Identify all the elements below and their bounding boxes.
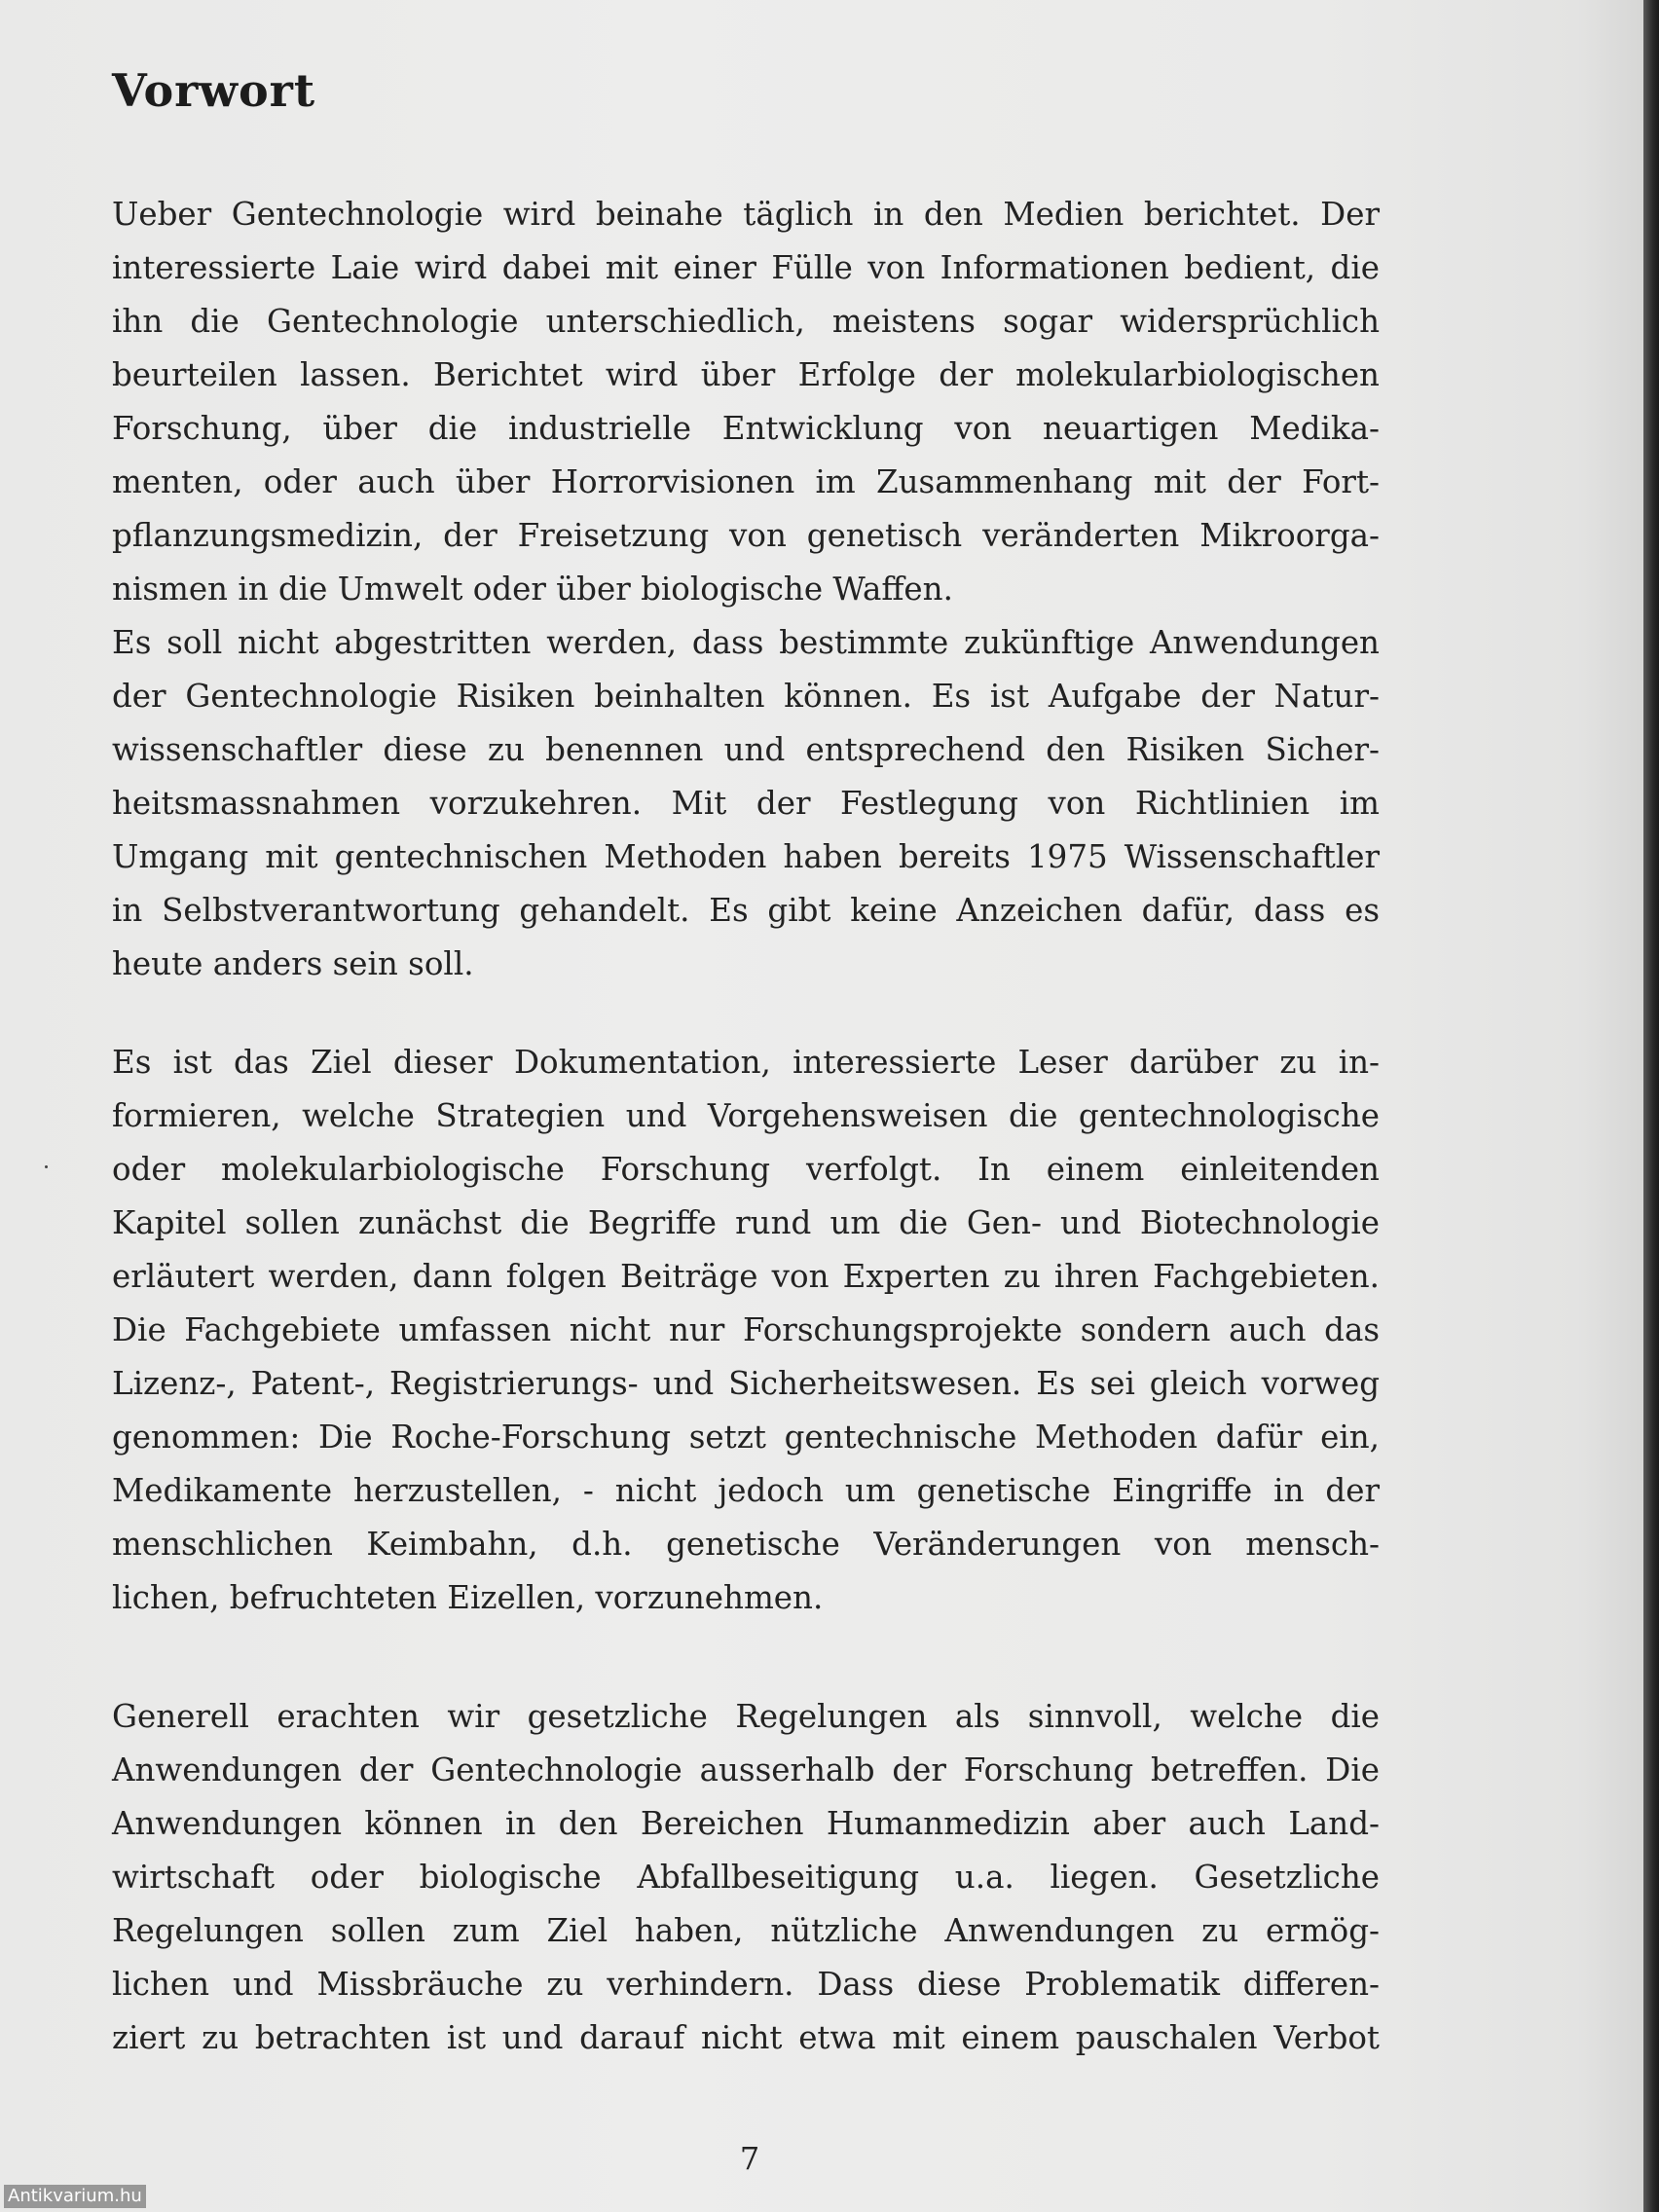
page-title: Vorwort [112, 64, 316, 117]
text-line: Anwendungen können in den Bereichen Humanmedizin aber auch Land- [112, 1805, 1380, 1842]
text-line: Es ist das Ziel dieser Dokumentation, interessierte Leser darüber zu in- [112, 1044, 1380, 1081]
text-line: erläutert werden, dann folgen Beiträge von Experten zu ihren Fachgebieten. [112, 1258, 1380, 1295]
text-line: lichen, befruchteten Eizellen, vorzunehmen. [112, 1579, 824, 1616]
text-line: Lizenz-, Patent-, Registrierungs- und Sicherheitswesen. Es sei gleich vorweg [112, 1365, 1380, 1402]
text-line: oder molekularbiologische Forschung verfolgt. In einem einleitenden [112, 1151, 1380, 1188]
text-line: Umgang mit gentechnischen Methoden haben bereits 1975 Wissenschaftler [112, 838, 1380, 875]
text-line: lichen und Missbräuche zu verhindern. Dass diese Problematik differen- [112, 1966, 1380, 2003]
paragraph-2 [112, 1036, 1380, 1625]
text-line: Medikamente herzustellen, - nicht jedoch um genetische Eingriffe in der [112, 1472, 1380, 1509]
text-line: formieren, welche Strategien und Vorgehensweisen die gentechnologische [112, 1097, 1380, 1134]
text-line: Regelungen sollen zum Ziel haben, nützliche Anwendungen zu ermög- [112, 1912, 1380, 1949]
text-line: der Gentechnologie Risiken beinhalten können. Es ist Aufgabe der Natur- [112, 678, 1380, 715]
text-line: ziert zu betrachten ist und darauf nicht etwa mit einem pauschalen Verbot [112, 2019, 1380, 2056]
text-line: Kapitel sollen zunächst die Begriffe rund um die Gen- und Biotechnologie [112, 1204, 1380, 1241]
text-line: menschlichen Keimbahn, d.h. genetische Veränderungen von mensch- [112, 1526, 1380, 1563]
page-edge-shadow [1643, 0, 1659, 2212]
text-line: heute anders sein soll. [112, 945, 474, 982]
text-line: wissenschaftler diese zu benennen und entsprechend den Risiken Sicher- [112, 731, 1380, 768]
paragraph-1 [112, 188, 1380, 991]
text-line: wirtschaft oder biologische Abfallbeseitigung u.a. liegen. Gesetzliche [112, 1859, 1380, 1896]
text-line: Forschung, über die industrielle Entwicklung von neuartigen Medika- [112, 410, 1380, 447]
text-line: interessierte Laie wird dabei mit einer Fülle von Informationen bedient, die [112, 249, 1380, 286]
text-line: genommen: Die Roche-Forschung setzt gentechnische Methoden dafür ein, [112, 1419, 1380, 1456]
text-line: heitsmassnahmen vorzukehren. Mit der Festlegung von Richtlinien im [112, 785, 1380, 822]
text-line: ihn die Gentechnologie unterschiedlich, meistens sogar widersprüchlich [112, 303, 1380, 340]
text-line: beurteilen lassen. Berichtet wird über Erfolge der molekularbiologischen [112, 356, 1380, 393]
text-line: in Selbstverantwortung gehandelt. Es gibt keine Anzeichen dafür, dass es [112, 892, 1380, 929]
text-line: pflanzungsmedizin, der Freisetzung von genetisch veränderten Mikroorga- [112, 517, 1380, 554]
dust-speck [45, 1165, 48, 1168]
page-number: 7 [739, 2140, 760, 2177]
text-line: nismen in die Umwelt oder über biologische Waffen. [112, 571, 953, 608]
text-line: Es soll nicht abgestritten werden, dass bestimmte zukünftige Anwendungen [112, 624, 1380, 661]
text-line: Anwendungen der Gentechnologie ausserhalb der Forschung betreffen. Die [112, 1751, 1380, 1788]
paragraph-3 [112, 1690, 1380, 2065]
text-line: Ueber Gentechnologie wird beinahe täglich in den Medien berichtet. Der [112, 196, 1380, 233]
watermark: Antikvarium.hu [4, 2185, 146, 2208]
text-line: Generell erachten wir gesetzliche Regelungen als sinnvoll, welche die [112, 1698, 1380, 1735]
text-line: Die Fachgebiete umfassen nicht nur Forschungsprojekte sondern auch das [112, 1311, 1380, 1348]
text-line: menten, oder auch über Horrorvisionen im Zusammenhang mit der Fort- [112, 463, 1380, 500]
